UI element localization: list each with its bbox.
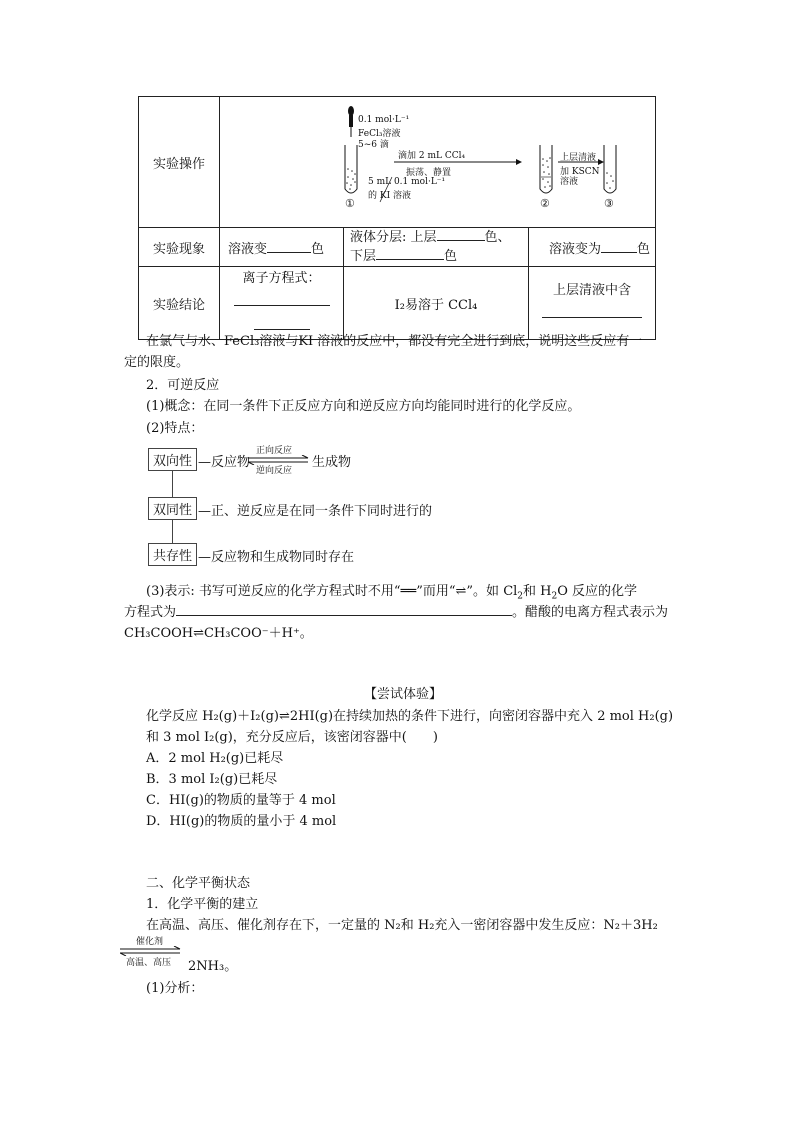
try-title: 【尝试体验】 <box>364 687 443 702</box>
conclusion-3: 上层清液中含 <box>529 267 656 340</box>
dropper-label-3: 5~6 滴 <box>358 140 389 150</box>
feature-1-reactant: —反应物 <box>198 455 251 470</box>
representation-line-2: 方程式为 。醋酸的电离方程式表示为 <box>124 605 669 620</box>
section-3-title: 二、化学平衡状态 <box>146 876 251 891</box>
paragraph-1-line-1: 在氯气与水、FeCl₃溶液与KI 溶液的反应中，都没有完全进行到底，说明这些反应有一 <box>146 334 643 349</box>
feature-1-forward-label: 正向反应 <box>256 446 293 456</box>
feature-2-text: —正、逆反应是在同一条件下同时进行的 <box>198 504 433 519</box>
feature-1-product: 生成物 <box>312 455 352 470</box>
try-question-line-1: 化学反应 H₂(g)＋I₂(g)⇌2HI(g)在持续加热的条件下进行，向密闭容器中充入 2 mol H₂(g) <box>146 709 674 724</box>
dropper-label-1: 0.1 mol·L⁻¹ <box>358 115 410 125</box>
operation-diagram-cell <box>220 97 656 228</box>
try-option-d: D．HI(g)的物质的量小于 4 mol <box>146 814 337 829</box>
label-num-3: ③ <box>604 197 614 210</box>
condition-label: 高温、高压 <box>126 958 172 968</box>
section-2-title: 2．可逆反应 <box>146 378 220 393</box>
catalyst-label: 催化剂 <box>136 937 164 947</box>
arrow2-top-label: 上层清液 <box>560 153 597 163</box>
test-tube-2-icon <box>540 145 552 193</box>
experiment-table <box>138 96 656 340</box>
paragraph-1-line-2: 定的限度。 <box>124 355 190 370</box>
analysis-heading: (1)分析： <box>146 981 204 996</box>
row-head-conclusion: 实验结论 <box>139 267 220 340</box>
dropper-icon <box>348 106 354 137</box>
section-2-feature: (2)特点： <box>146 421 204 436</box>
conclusion-2: I₂易溶于 CCl₄ <box>344 267 529 340</box>
dropper-label-2: FeCl₃溶液 <box>358 129 401 139</box>
arrow2-bottom-label-1: 加 KSCN <box>560 167 600 177</box>
phenomenon-1: 溶液变 色 <box>220 228 344 267</box>
row-head-operation: 实验操作 <box>139 97 220 228</box>
test-tube-1-icon <box>345 145 357 193</box>
representation-line-3: CH₃COOH⇌CH₃COO⁻＋H⁺。 <box>124 626 313 641</box>
arrow2-bottom-label-2: 溶液 <box>560 177 579 187</box>
arrow1-bottom-label: 振荡、静置 <box>406 168 452 178</box>
feature-1-reverse-label: 逆向反应 <box>256 466 293 476</box>
label-num-2: ② <box>540 197 550 210</box>
test-tube-3-icon <box>604 145 616 193</box>
try-question-line-2: 和 3 mol I₂(g)，充分反应后，该密闭容器中( ) <box>146 730 438 745</box>
section-3-subtitle: 1．化学平衡的建立 <box>146 897 259 912</box>
section-3-paragraph: 在高温、高压、催化剂存在下，一定量的 N₂和 H₂充入一密闭容器中发生反应：N₂＋3H₂ <box>146 918 658 933</box>
arrow1-top-label: 滴加 2 mL CCl₄ <box>398 151 466 161</box>
section-2-concept: (1)概念：在同一条件下正反应方向和逆反应方向均能同时进行的化学反应。 <box>146 399 581 414</box>
feature-3-text: —反应物和生成物同时存在 <box>198 550 355 565</box>
try-option-b: B．3 mol I₂(g)已耗尽 <box>146 772 278 787</box>
label-num-1: ① <box>345 197 355 210</box>
conclusion-1: 离子方程式： <box>220 267 344 340</box>
try-option-a: A．2 mol H₂(g)已耗尽 <box>146 751 284 766</box>
ammonia-product: 2NH₃。 <box>188 959 238 974</box>
representation-line-1: (3)表示: 书写可逆反应的化学方程式时不用“══”而用“⇌”。如 $Cl_2$和 $H_2O$ 反应的化学 <box>146 584 638 602</box>
feature-box-simultaneous: 双同性 <box>148 497 197 520</box>
feature-box-bidirectional: 双向性 <box>148 448 197 471</box>
tube1-label-2: 的 KI 溶液 <box>368 191 412 201</box>
feature-box-coexistence: 共存性 <box>148 543 197 566</box>
try-option-c: C．HI(g)的物质的量等于 4 mol <box>146 793 336 808</box>
tube1-label-1: 5 mL 0.1 mol·L⁻¹ <box>368 177 446 187</box>
phenomenon-3: 溶液变为 色 <box>529 228 656 267</box>
row-head-phenomenon: 实验现象 <box>139 228 220 267</box>
phenomenon-2: 液体分层: 上层 色、 下层 色 <box>344 228 529 267</box>
